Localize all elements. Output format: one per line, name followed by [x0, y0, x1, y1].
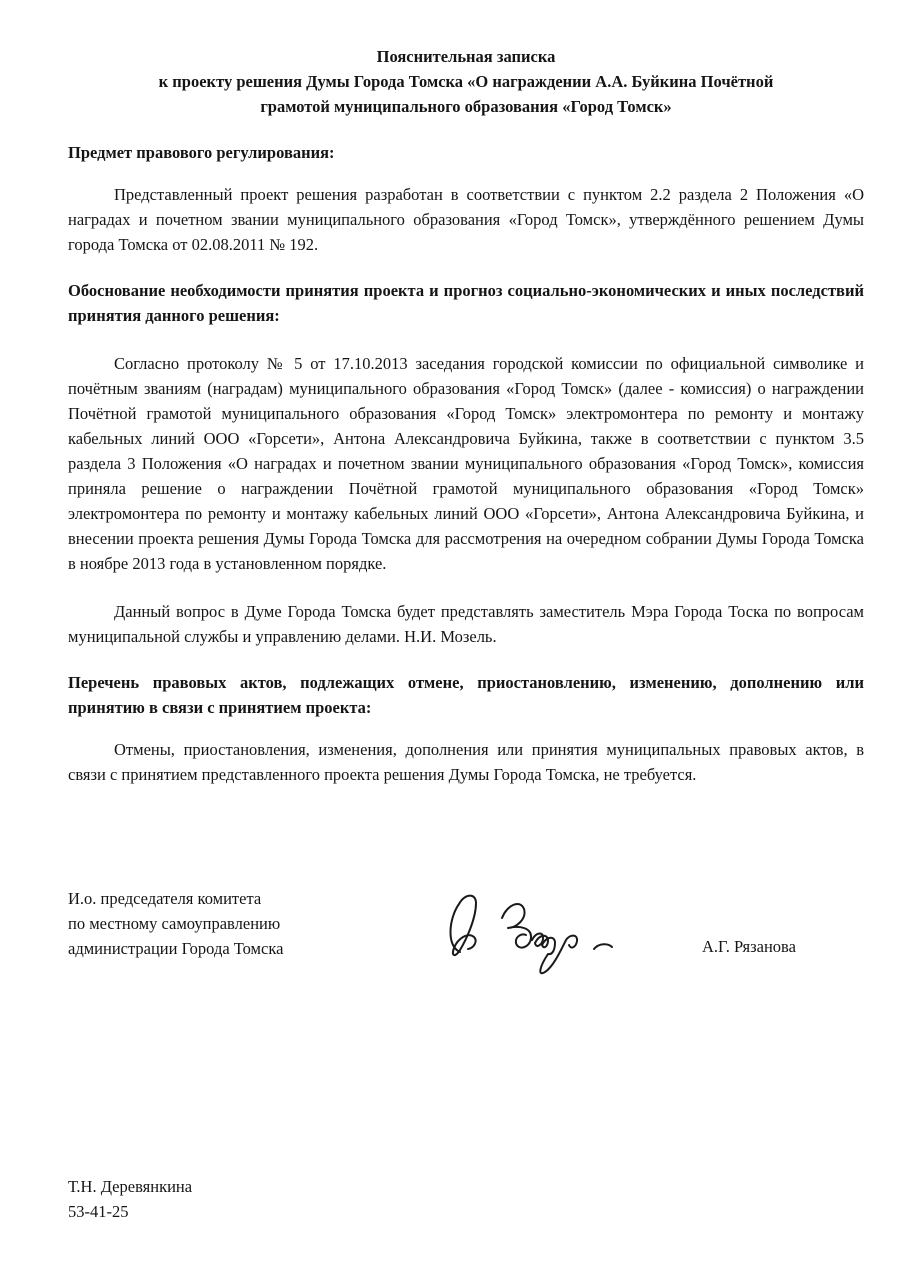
signatory-name: А.Г. Рязанова — [702, 937, 796, 956]
paragraph-subject: Представленный проект решения разработан в соответствии с пунктом 2.2 раздела 2 Положения «О наградах и почетном звании муниципального образования «Город Томск», утверждённого решением Думы города Томска от 02.08.2011 № 192. — [68, 185, 864, 254]
footer-contact-name: Т.Н. Деревянкина — [68, 1177, 193, 1196]
document-title — [68, 44, 864, 119]
section-heading-justification: Обоснование необходимости принятия проекта и прогноз социально-экономических и иных последствий принятия данного решения: — [68, 281, 864, 325]
signature-block — [68, 886, 864, 996]
signatory-position-line-1: И.о. председателя комитета — [68, 889, 262, 908]
title-line-3: грамотой муниципального образования «Город Томск» — [260, 97, 672, 116]
signatory-position — [68, 886, 283, 961]
document-footer — [68, 1174, 192, 1224]
signatory-position-line-2: по местному самоуправлению — [68, 914, 281, 933]
title-line-1: Пояснительная записка — [376, 47, 556, 66]
title-line-2: к проекту решения Думы Города Томска «О награждении А.А. Буйкина Почётной — [158, 72, 774, 91]
section-heading-acts-list: Перечень правовых актов, подлежащих отмене, приостановлению, изменению, дополнению или принятию в связи с принятием проекта: — [68, 673, 864, 717]
paragraph-acts-list: Отмены, приостановления, изменения, дополнения или принятия муниципальных правовых актов, в связи с принятием представленного проекта решения Думы Города Томска, не требуется. — [68, 740, 864, 784]
signatory-position-line-3: администрации Города Томска — [68, 939, 284, 958]
handwritten-signature — [436, 888, 616, 983]
paragraph-justification-2: Данный вопрос в Думе Города Томска будет представлять заместитель Мэра Города Тоска по вопросам муниципальной службы и управлению делами. Н.И. Мозель. — [68, 602, 864, 646]
section-heading-subject: Предмет правового регулирования: — [68, 143, 335, 162]
paragraph-justification-1: Согласно протоколу № 5 от 17.10.2013 заседания городской комиссии по официальной символике и почётным званиям (наградам) муниципального образования «Город Томск» (далее - комиссия) о награждении Почётной грамотой муниципального образования «Город Томск» электромонтера по ремонту и монтажу кабельных линий ООО «Горсети», Антона Александровича Буйкина, также в соответствии с пунктом 3.5 раздела 3 Положения «О наградах и почетном звании муниципального образования «Город Томск», комиссия приняла решение о награждении Почётной грамотой муниципального образования «Город Томск» электромонтера по ремонту и монтажу кабельных линий ООО «Горсети», Антона Александровича Буйкина, и внесении проекта решения Думы Города Томска для рассмотрения на очередном собрании Думы Города Томска в ноябре 2013 года в установленном порядке. — [68, 354, 864, 573]
footer-phone: 53-41-25 — [68, 1202, 129, 1221]
